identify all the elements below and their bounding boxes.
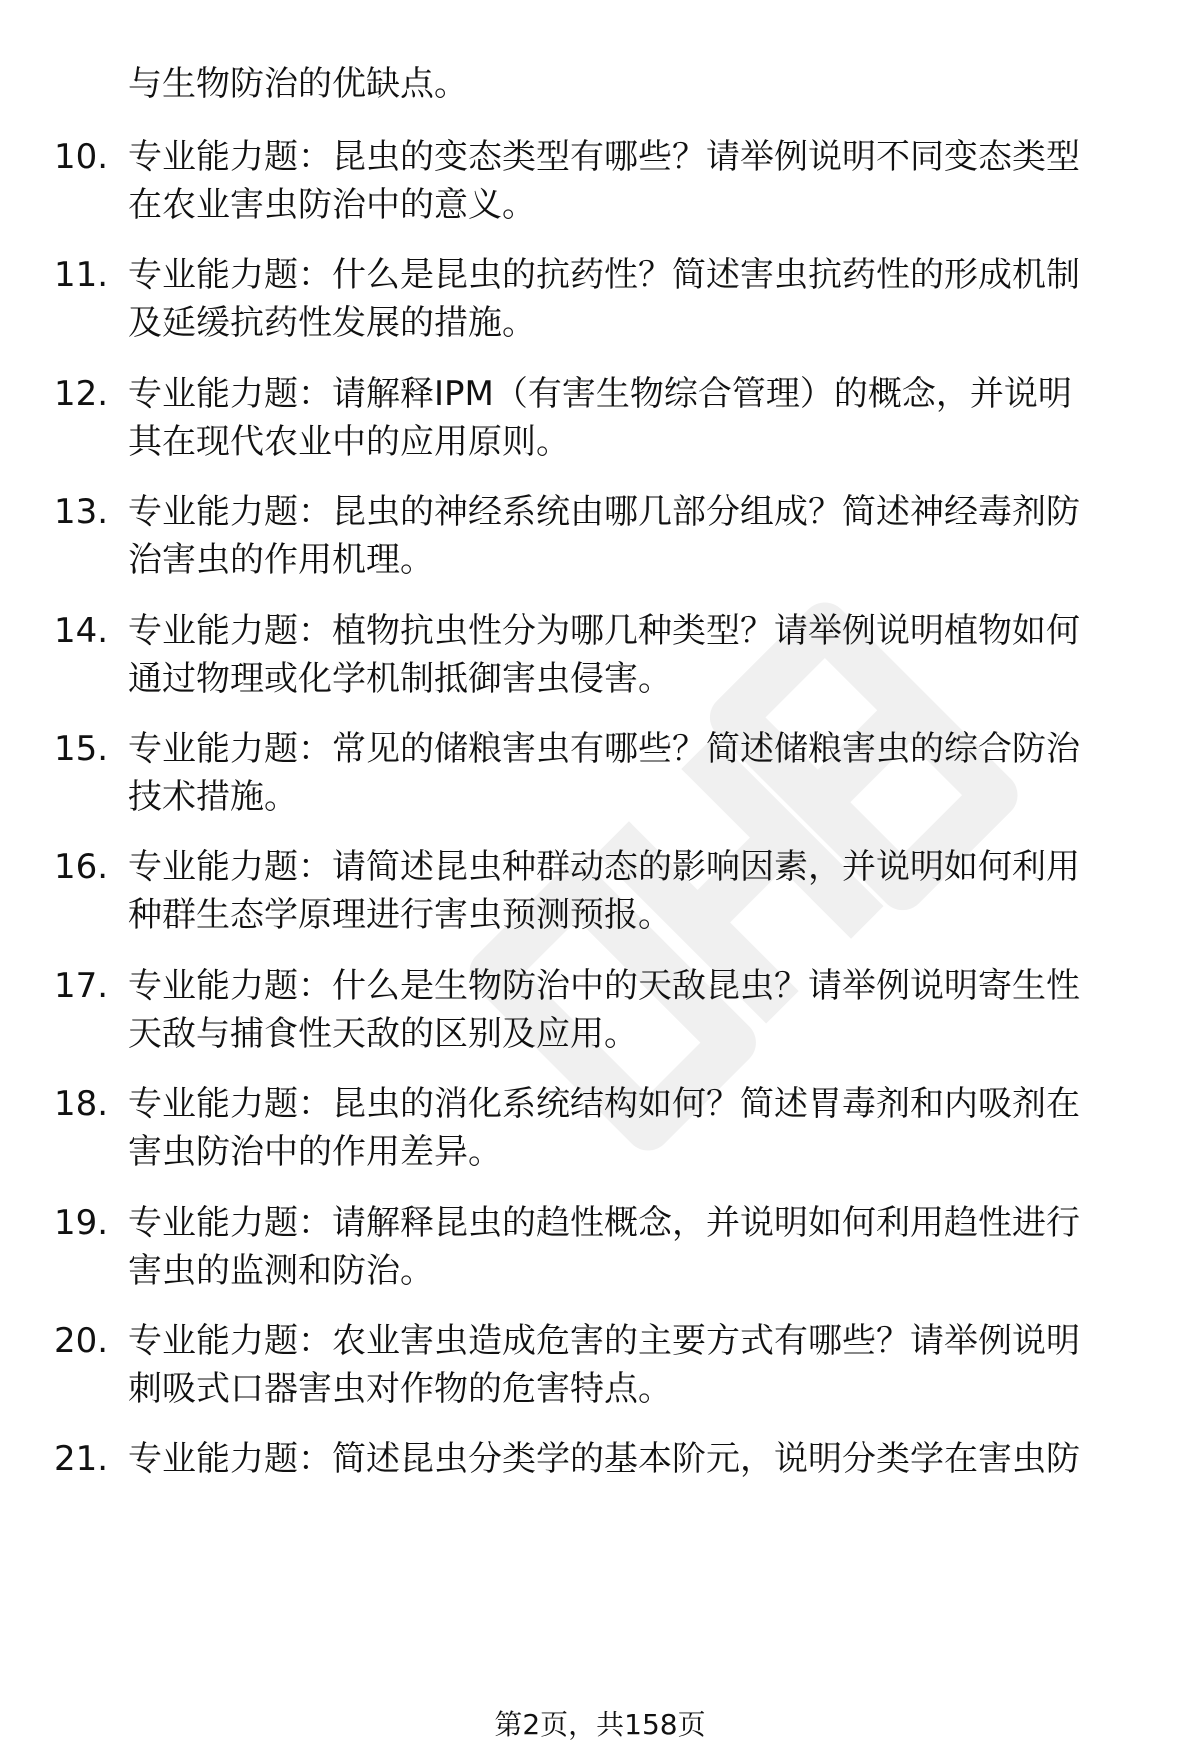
question-number: 19. — [54, 1203, 109, 1243]
question-text — [128, 1080, 1138, 1176]
question-text-line: 刺吸式口器害虫对作物的危害特点。 — [128, 1369, 672, 1409]
question-text — [128, 488, 1138, 584]
question-text — [128, 607, 1138, 703]
question-text — [128, 962, 1138, 1058]
question-text-line: 专业能力题：什么是生物防治中的天敌昆虫？请举例说明寄生性 — [128, 966, 1080, 1006]
question-text — [128, 251, 1138, 347]
question-text-line: 害虫防治中的作用差异。 — [128, 1132, 502, 1172]
question-text-line: 专业能力题：简述昆虫分类学的基本阶元，说明分类学在害虫防 — [128, 1439, 1080, 1479]
question-text-line: 专业能力题：农业害虫造成危害的主要方式有哪些？请举例说明 — [128, 1321, 1080, 1361]
question-text — [128, 1435, 1138, 1483]
question-number: 18. — [54, 1084, 109, 1124]
question-number: 16. — [54, 847, 109, 887]
question-number: 11. — [54, 255, 109, 295]
question-text-line: 专业能力题：请解释IPM（有害生物综合管理）的概念，并说明 — [128, 374, 1072, 414]
question-text-line: 其在现代农业中的应用原则。 — [128, 422, 570, 462]
page-number: 第2页，共158页 — [494, 1708, 706, 1741]
question-number: 20. — [54, 1321, 109, 1361]
question-text-line: 专业能力题：昆虫的神经系统由哪几部分组成？简述神经毒剂防 — [128, 492, 1080, 532]
question-text-line: 技术措施。 — [128, 777, 298, 817]
question-text — [128, 725, 1138, 821]
question-text-line: 及延缓抗药性发展的措施。 — [128, 303, 536, 343]
question-text-line: 专业能力题：常见的储粮害虫有哪些？简述储粮害虫的综合防治 — [128, 729, 1080, 769]
question-number: 10. — [54, 137, 109, 177]
question-text-line: 专业能力题：什么是昆虫的抗药性？简述害虫抗药性的形成机制 — [128, 255, 1080, 295]
question-number: 14. — [54, 611, 109, 651]
question-text — [128, 1199, 1138, 1295]
question-text-line: 害虫的监测和防治。 — [128, 1251, 434, 1291]
question-text-line: 专业能力题：昆虫的消化系统结构如何？简述胃毒剂和内吸剂在 — [128, 1084, 1080, 1124]
question-number: 21. — [54, 1439, 109, 1479]
question-text-line: 专业能力题：昆虫的变态类型有哪些？请举例说明不同变态类型 — [128, 137, 1080, 177]
continuation-text: 与生物防治的优缺点。 — [128, 64, 468, 104]
question-number: 13. — [54, 492, 109, 532]
question-text-line: 通过物理或化学机制抵御害虫侵害。 — [128, 659, 672, 699]
question-text-line: 专业能力题：请解释昆虫的趋性概念，并说明如何利用趋性进行 — [128, 1203, 1080, 1243]
question-text-line: 种群生态学原理进行害虫预测预报。 — [128, 895, 672, 935]
question-text-line: 治害虫的作用机理。 — [128, 540, 434, 580]
question-text — [128, 370, 1138, 466]
question-text — [128, 1317, 1138, 1413]
question-text-line: 专业能力题：请简述昆虫种群动态的影响因素，并说明如何利用 — [128, 847, 1080, 887]
question-number: 12. — [54, 374, 109, 414]
question-number: 15. — [54, 729, 109, 769]
question-text — [128, 133, 1138, 229]
question-text-line: 专业能力题：植物抗虫性分为哪几种类型？请举例说明植物如何 — [128, 611, 1080, 651]
question-number: 17. — [54, 966, 109, 1006]
question-text-line: 在农业害虫防治中的意义。 — [128, 185, 536, 225]
question-text — [128, 843, 1138, 939]
question-text-line: 天敌与捕食性天敌的区别及应用。 — [128, 1014, 638, 1054]
